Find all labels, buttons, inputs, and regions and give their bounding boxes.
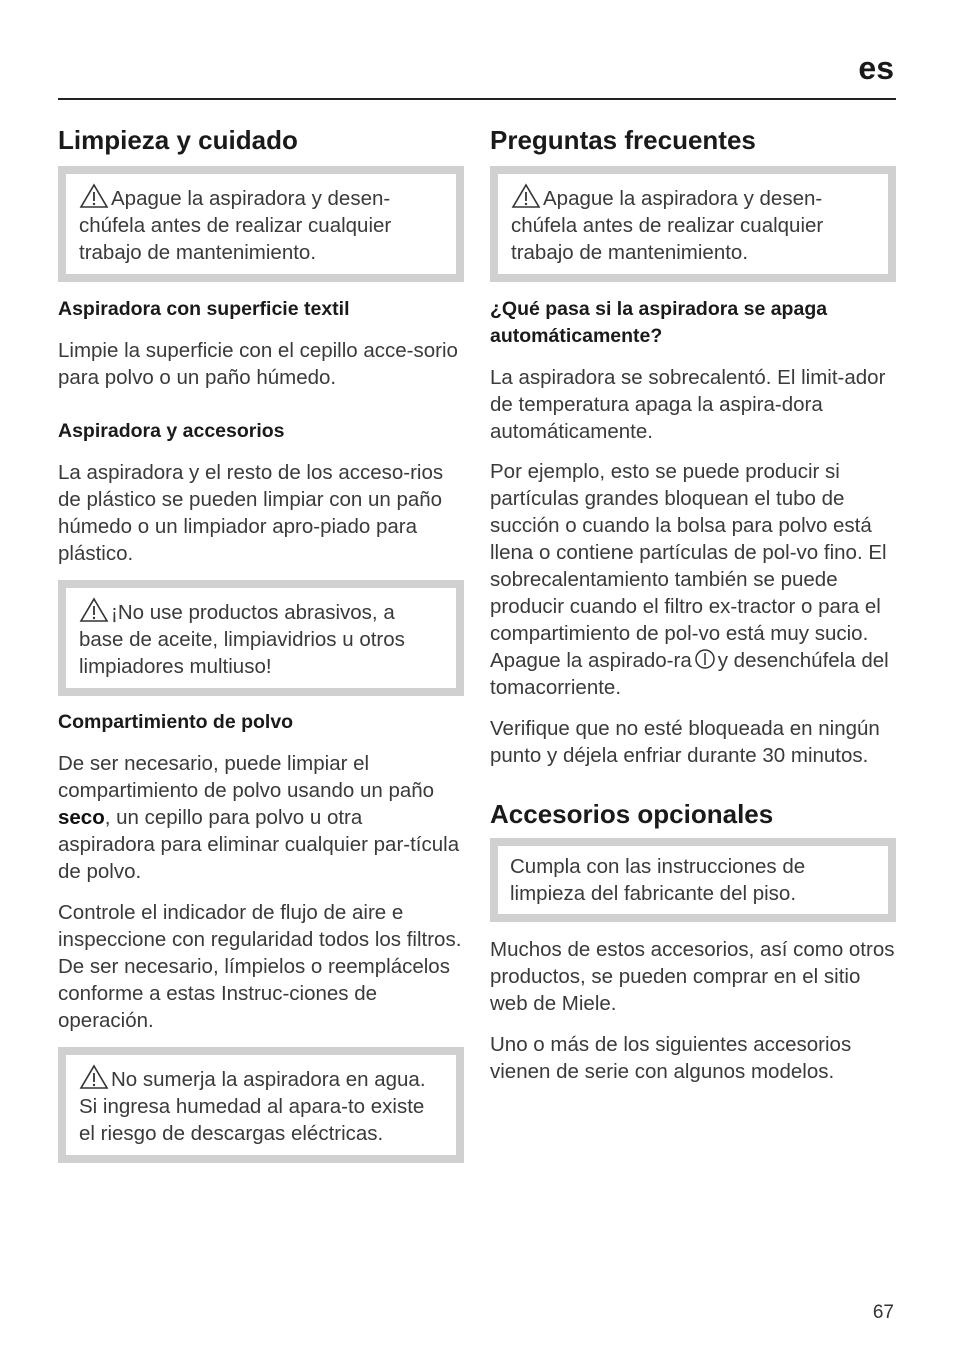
header-rule	[58, 98, 896, 100]
left-column	[58, 118, 464, 1163]
emphasis-dry: seco	[58, 806, 105, 829]
text-run: Por ejemplo, esto se puede producir si partículas grandes bloquean el tubo de succión o cuando la bolsa para polvo está llena o contiene partículas de pol-vo fino. El sobrecalentamiento también se puede producir cuando el filtro ex-tractor o para el compartimiento de pol-vo está muy sucio. Apague la aspirado-ra	[490, 460, 887, 672]
paragraph-standard-accessories: Uno o más de los siguientes accesorios vienen de serie con algunos modelos.	[490, 1033, 852, 1083]
paragraph-dust-compartment	[58, 750, 464, 885]
text-run: y desenchúfela del tomacorriente.	[490, 649, 889, 699]
warning-box-unplug	[58, 166, 464, 282]
section-title-optional-accessories: Accesorios opcionales	[490, 799, 774, 829]
note-box-floor	[490, 838, 896, 922]
page-number: 67	[872, 1302, 894, 1323]
warning-text: ¡No use productos abrasivos, a base de aceite, limpiavidrios u otros limpiadores multiuso!	[79, 601, 405, 678]
paragraph-verify: Verifique que no esté bloqueada en ningún punto y déjela enfriar durante 30 minutos.	[490, 717, 880, 767]
subheading-auto-shutoff: ¿Qué pasa si la aspiradora se apaga automáticamente?	[490, 298, 828, 347]
warning-triangle-icon	[511, 183, 541, 210]
warning-triangle-icon	[79, 1064, 109, 1091]
warning-text: Apague la aspiradora y desen-chúfela antes de realizar cualquier trabajo de mantenimiento.	[79, 187, 392, 264]
warning-box-unplug	[490, 166, 896, 282]
paragraph-airflow: Controle el indicador de flujo de aire e inspeccione con regularidad todos los filtros. De ser necesario, límpielos o reemplácelos conforme a estas Instruc-ciones de operación.	[58, 901, 462, 1032]
paragraph-example	[490, 458, 896, 701]
paragraph-overheated: La aspiradora se sobrecalentó. El limit-ador de temperatura apaga la aspira-dora automáticamente.	[490, 366, 886, 443]
text-run: De ser necesario, puede limpiar el compartimiento de polvo usando un paño	[58, 752, 435, 802]
warning-triangle-icon	[79, 597, 109, 624]
warning-text: No sumerja la aspiradora en agua. Si ingresa humedad al apara-to existe el riesgo de descargas eléctricas.	[79, 1068, 426, 1145]
subheading-textile: Aspiradora con superficie textil	[58, 298, 350, 320]
subheading-dust-compartment: Compartimiento de polvo	[58, 711, 294, 733]
power-icon	[694, 648, 716, 670]
note-text: Cumpla con las instrucciones de limpieza del fabricante del piso.	[510, 855, 806, 905]
paragraph-textile: Limpie la superficie con el cepillo acce-sorio para polvo o un paño húmedo.	[58, 339, 458, 389]
paragraph-accessories: La aspiradora y el resto de los acceso-rios de plástico se pueden limpiar con un paño húmedo o un limpiador apro-piado para plástico.	[58, 461, 444, 565]
warning-box-abrasives	[58, 580, 464, 696]
warning-box-water	[58, 1047, 464, 1163]
section-title-cleaning: Limpieza y cuidado	[58, 125, 298, 155]
right-column	[490, 118, 896, 1085]
text-run: , un cepillo para polvo u otra aspiradora para eliminar cualquier par-tícula de polvo.	[58, 806, 460, 883]
subheading-accessories: Aspiradora y accesorios	[58, 420, 285, 442]
warning-triangle-icon	[79, 183, 109, 210]
warning-text: Apague la aspiradora y desen-chúfela antes de realizar cualquier trabajo de mantenimiento.	[511, 187, 824, 264]
section-title-faq: Preguntas frecuentes	[490, 125, 756, 155]
paragraph-buy-online: Muchos de estos accesorios, así como otros productos, se pueden comprar en el sitio web de Miele.	[490, 938, 895, 1015]
language-code: es	[858, 50, 894, 86]
